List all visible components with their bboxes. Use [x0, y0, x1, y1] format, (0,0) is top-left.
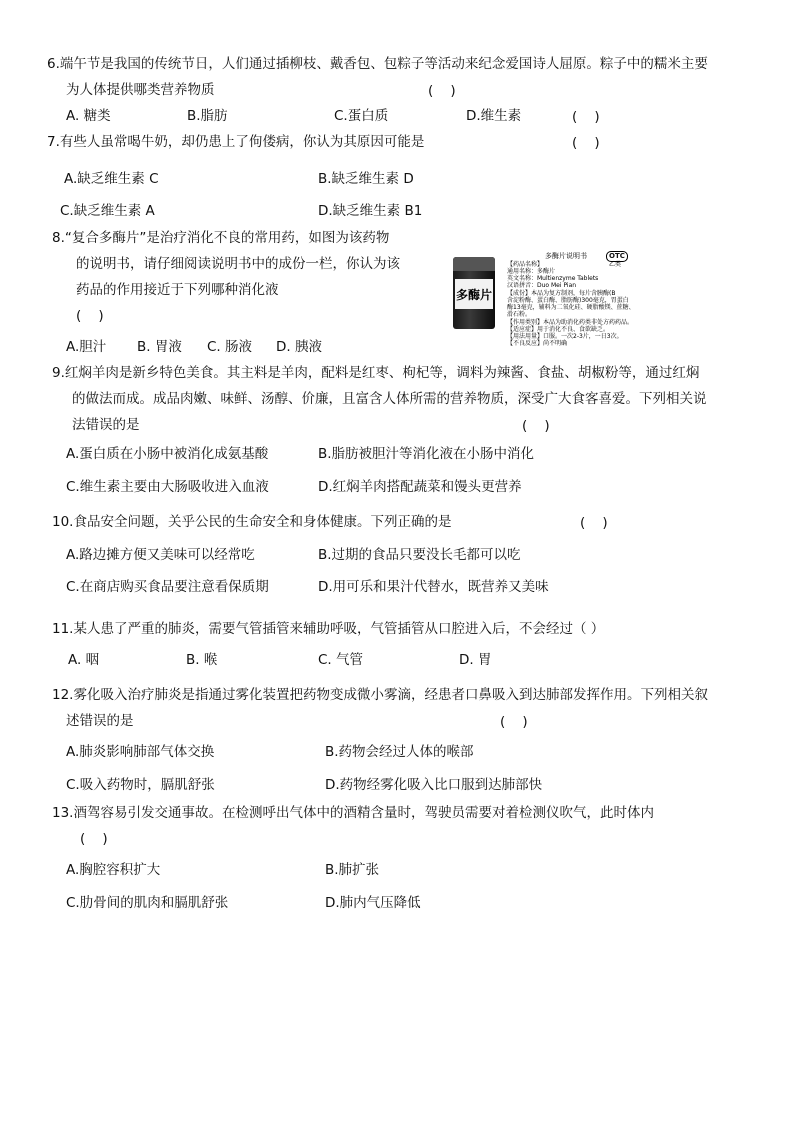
q12-option-c: C.吸入药物时，膈肌舒张 [66, 777, 215, 793]
q9-stem-line3: 法错误的是 [72, 417, 140, 433]
q10-option-b: B.过期的食品只要没长毛都可以吃 [318, 547, 521, 563]
otc-badge: OTC [606, 251, 628, 262]
q11-option-a: A. 咽 [68, 652, 100, 668]
q8-option-b: B. 胃液 [137, 339, 182, 355]
bottle-label: 多酶片 [455, 279, 493, 309]
q6-answer-paren: ( ) [428, 83, 456, 99]
q13-stem: 13.酒驾容易引发交通事故。在检测呼出气体中的酒精含量时，驾驶员需要对着检测仪吹气，此时体内 [52, 805, 654, 821]
q7-answer-paren: ( ) [572, 135, 600, 151]
q10-option-c: C.在商店购买食品要注意看保质期 [66, 579, 269, 595]
q10-stem: 10.食品安全问题，关乎公民的生命安全和身体健康。下列正确的是 [52, 514, 452, 530]
leaflet-line: 汉语拼音：Duo Mei Pian [507, 282, 577, 289]
bottle-cap [453, 257, 495, 271]
q12-stem-line2: 述错误的是 [66, 713, 134, 729]
q8-stem-line1: 8.“复合多酶片”是治疗消化不良的常用药，如图为该药物 [52, 230, 390, 246]
q9-stem-line1: 9.红焖羊肉是新乡特色美食。其主料是羊肉，配料是红枣、枸杞等，调料为辣酱、食盐、胡椒粉等，通过红焖 [52, 365, 700, 381]
q11-option-c: C. 气管 [318, 652, 364, 668]
q12-stem-line1: 12.雾化吸入治疗肺炎是指通过雾化装置把药物变成微小雾滴，经患者口鼻吸入到达肺部发挥作用。下列相关叙 [52, 687, 708, 703]
q10-option-a: A.路边摊方便又美味可以经常吃 [66, 547, 255, 563]
q9-answer-paren: ( ) [522, 418, 550, 434]
leaflet-line: 滑石粉。 [507, 311, 532, 318]
q13-answer-paren: ( ) [80, 831, 108, 847]
q7-option-d: D.缺乏维生素 B1 [318, 203, 423, 219]
q7-stem: 7.有些人虽常喝牛奶，却仍患上了佝偻病，你认为其原因可能是 [47, 134, 425, 150]
q13-option-b: B.肺扩张 [325, 862, 380, 878]
q6-stem-line2: 为人体提供哪类营养物质 [66, 82, 215, 98]
q13-option-a: A.胸腔容积扩大 [66, 862, 161, 878]
q8-option-a: A.胆汁 [66, 339, 107, 355]
q8-option-c: C. 肠液 [207, 339, 253, 355]
q11-option-b: B. 喉 [186, 652, 218, 668]
q6-option-c: C.蛋白质 [334, 108, 389, 124]
q7-option-a: A.缺乏维生素 C [64, 171, 159, 187]
q12-option-b: B.药物会经过人体的喉部 [325, 744, 474, 760]
q6-answer-paren-2: ( ) [572, 109, 600, 125]
leaflet-line: 【作用类别】本品为助消化药类非处方药药品。 [507, 319, 634, 326]
leaflet-line: 通用名称：多酶片 [507, 268, 556, 275]
q6-option-a: A. 糖类 [66, 108, 111, 124]
leaflet-line: 【成份】本品为复方制剂，每片含胰酶(B [507, 290, 616, 297]
q9-option-b: B.脂肪被胆汁等消化液在小肠中消化 [318, 446, 535, 462]
q11-stem: 11.某人患了严重的肺炎，需要气管插管来辅助呼吸，气管插管从口腔进入后，不会经过（ ） [52, 621, 605, 637]
q9-option-a: A.蛋白质在小肠中被消化成氨基酸 [66, 446, 269, 462]
otc-class: 乙类 [609, 261, 622, 268]
q13-option-d: D.肺内气压降低 [325, 895, 421, 911]
leaflet-line: 【适应症】用于消化不良、食欲缺乏。 [507, 326, 610, 333]
q6-option-b: B.脂肪 [187, 108, 228, 124]
leaflet-line: 【用法用量】口服。一次2-3片，一日3次。 [507, 333, 623, 340]
q8-stem-line2: 的说明书，请仔细阅读说明书中的成份一栏，你认为该 [76, 256, 400, 272]
q13-option-c: C.肋骨间的肌肉和膈肌舒张 [66, 895, 229, 911]
leaflet-line: 【药品名称】 [507, 261, 544, 268]
leaflet-line: 酶13毫克，辅料为二氧化硅、硬脂酸镁、蔗糖、 [507, 304, 635, 311]
q7-option-c: C.缺乏维生素 A [60, 203, 155, 219]
leaflet-line: 【不良反应】尚不明确 [507, 340, 568, 347]
q10-answer-paren: ( ) [580, 515, 608, 531]
q7-option-b: B.缺乏维生素 D [318, 171, 414, 187]
q12-option-d: D.药物经雾化吸入比口服到达肺部快 [325, 777, 543, 793]
q9-option-d: D.红焖羊肉搭配蔬菜和馒头更营养 [318, 479, 522, 495]
q6-stem-line1: 6.端午节是我国的传统节日，人们通过插柳枝、戴香包、包粽子等活动来纪念爱国诗人屈原。粽子中的糯米主要 [47, 56, 708, 72]
q12-answer-paren: ( ) [500, 714, 528, 730]
q8-answer-paren: ( ) [76, 308, 104, 324]
q11-option-d: D. 胃 [459, 652, 492, 668]
q8-option-d: D. 胰液 [276, 339, 322, 355]
medicine-bottle [453, 257, 495, 329]
q9-stem-line2: 的做法而成。成品肉嫩、味鲜、汤醇、价廉，且富含人体所需的营养物质，深受广大食客喜爱。下列相关说 [72, 391, 707, 407]
q6-option-d: D.维生素 [466, 108, 522, 124]
q12-option-a: A.肺炎影响肺部气体交换 [66, 744, 215, 760]
q8-stem-line3: 药品的作用接近于下列哪种消化液 [76, 282, 279, 298]
leaflet-line: 含淀粉酶、蛋白酶、脂肪酶)300毫克，胃蛋白 [507, 297, 629, 304]
q10-option-d: D.用可乐和果汁代替水，既营养又美味 [318, 579, 549, 595]
leaflet-heading: 多酶片说明书 [545, 252, 587, 260]
medicine-leaflet-image [450, 250, 640, 350]
leaflet-line: 英文名称：Multienzyme Tablets [507, 275, 599, 282]
q9-option-c: C.维生素主要由大肠吸收进入血液 [66, 479, 269, 495]
